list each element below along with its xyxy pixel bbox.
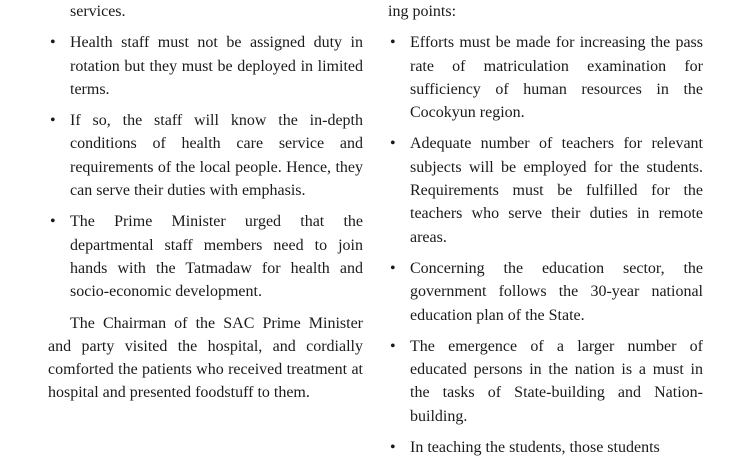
left-column (48, 0, 363, 460)
bullet-dot-icon: • (390, 439, 396, 457)
left-bullet-3-text: The Prime Minister urged that the departmental staff members need to join hands with the Tatmadaw for health and socio-economic development. (70, 213, 363, 301)
left-continuation-text: services. (70, 3, 126, 20)
right-bullet-2-text: Adequate number of teachers for relevant subjects will be employed for the students. Requirements must be fulfilled for the teachers who serve their duties in remote areas. (410, 135, 703, 246)
bullet-dot-icon: • (50, 213, 56, 231)
bullet-dot-icon: • (50, 34, 56, 52)
left-bullet-1 (48, 31, 363, 101)
right-bullet-1-text: Efforts must be made for increasing the pass rate of matriculation examination for sufficiency of human resources in the Cocokyun region. (410, 34, 703, 122)
bullet-dot-icon: • (50, 112, 56, 130)
bullet-dot-icon: • (390, 259, 396, 277)
right-bullet-5 (388, 436, 703, 459)
left-bullet-2-text: If so, the staff will know the in-depth conditions of health care service and requirements of the local people. Hence, they can serve their duties with emphasis. (70, 112, 363, 200)
right-column (388, 0, 703, 460)
right-bullet-4-text: The emergence of a larger number of educated persons in the nation is a must in the tasks of State-building and Nation-building. (410, 337, 703, 425)
right-bullet-1 (388, 31, 703, 124)
right-bullet-2 (388, 132, 703, 248)
bullet-dot-icon: • (390, 34, 396, 52)
bullet-dot-icon: • (390, 135, 396, 153)
left-bullet-1-text: Health staff must not be assigned duty in rotation but they must be deployed in limited terms. (70, 34, 363, 98)
bullet-dot-icon: • (390, 337, 396, 355)
right-continuation-text: ing points: (388, 3, 457, 20)
left-bullet-2 (48, 109, 363, 202)
left-bullet-3 (48, 210, 363, 303)
right-bullet-3-text: Concerning the education sector, the government follows the 30-year national education plan of the State. (410, 259, 703, 324)
right-bullet-4 (388, 335, 703, 428)
right-bullet-3 (388, 257, 703, 327)
right-bullet-5-text: In teaching the students, those students (410, 439, 660, 457)
left-paragraph: The Chairman of the SAC Prime Minister and party visited the hospital, and cordially comforted the patients who received treatment at hospital and presented foodstuff to them. (48, 314, 363, 402)
